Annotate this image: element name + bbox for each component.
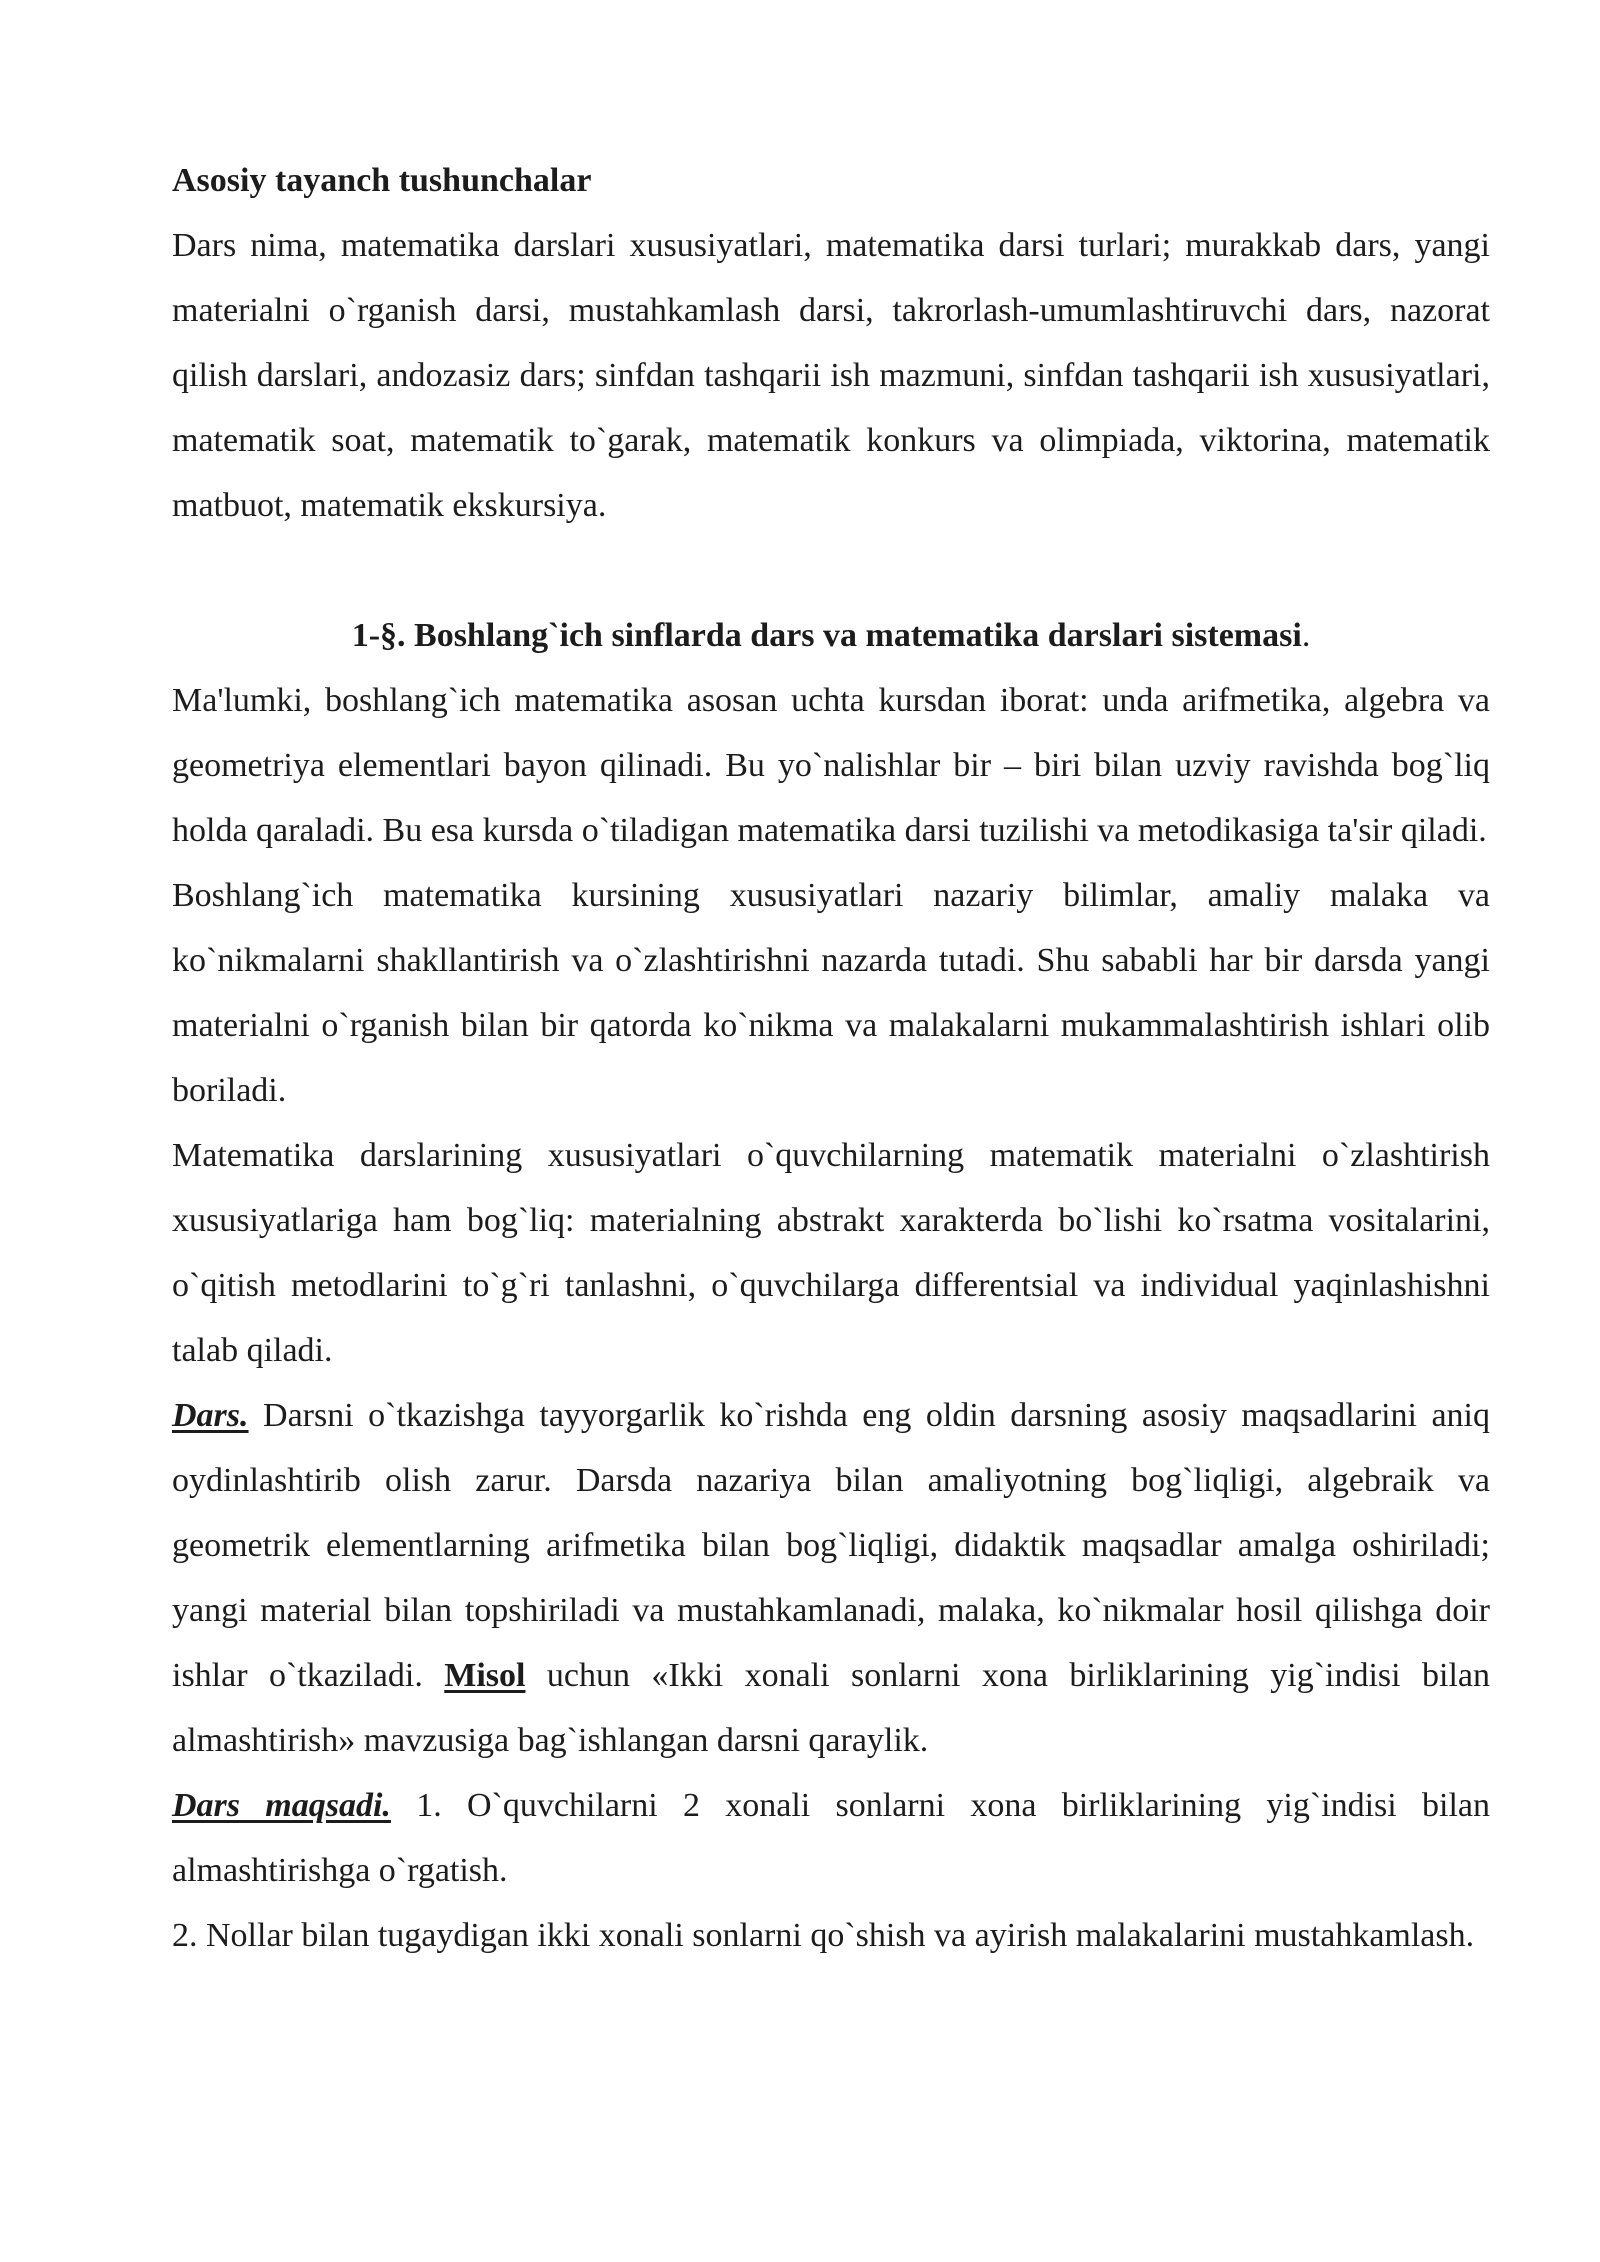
goal-item-1: 1. O`quvchilarni 2 xonali sonlarni xona birliklarining yig`indisi bilan almashtirishga o`rgatish. — [172, 1787, 1490, 1889]
goal-paragraph — [172, 1773, 1490, 1903]
body-paragraph: Boshlang`ich matematika kursining xususiyatlari nazariy bilimlar, amaliy malaka va ko`nikmalarni shakllantirish va o`zlashtirishni nazarda tutadi. Shu sababli har bir darsda yangi materialni o`rganish bilan bir qatorda ko`nikma va malakalarni mukammalashtirish ishlari olib boriladi. — [172, 877, 1490, 1109]
dars-lead: Dars. — [172, 1397, 249, 1434]
body-paragraph: Matematika darslarining xususiyatlari o`quvchilarning matematik materialni o`zlashtirish xususiyatlariga ham bog`liq: materialning abstrakt xarakterda bo`lishi ko`rsatma vositalarini, o`qitish metodlarini to`g`ri tanlashni, o`quvchilarga differentsial va individual yaqinlashishni talab qiladi. — [172, 1137, 1490, 1369]
dars-text: Darsni o`tkazishga tayyorgarlik ko`rishda eng oldin darsning asosiy maqsadlarini aniq oydinlashtirib olish zarur. Darsda nazariya bilan amaliyotning bog`liqligi, algebraik va geometrik elementlarning arifmetika bilan bog`liqligi, didaktik maqsadlar amalga oshiriladi; yangi material bilan topshiriladi va mustahkamlanadi, malaka, ko`nikmalar hosil qilishga doir ishlar o`tkaziladi. — [172, 1397, 1490, 1694]
dars-text-continued: uchun «Ikki xonali sonlarni xona birliklarining yig`indisi bilan almashtirish» mavzusiga bag`ishlangan darsni qaraylik. — [172, 1657, 1490, 1759]
dars-paragraph — [172, 1383, 1490, 1773]
document-page — [172, 148, 1490, 1968]
page-heading: Asosiy tayanch tushunchalar — [172, 162, 592, 199]
keywords-paragraph: Dars nima, matematika darslari xususiyatlari, matematika darsi turlari; murakkab dars, yangi materialni o`rganish darsi, mustahkamlash darsi, takrorlash-umumlashtiruvchi dars, nazorat qilish darslari, andozasiz dars; sinfdan tashqarii ish mazmuni, sinfdan tashqarii ish xususiyatlari, matematik soat, matematik to`garak, matematik konkurs va olimpiada, viktorina, matematik matbuot, matematik ekskursiya. — [172, 227, 1490, 524]
misol-label: Misol — [444, 1657, 526, 1694]
goal-item-2: 2. Nollar bilan tugaydigan ikki xonali sonlarni qo`shish va ayirish malakalarini mustahkamlash. — [172, 1917, 1475, 1954]
body-paragraph: Ma'lumki, boshlang`ich matematika asosan uchta kursdan iborat: unda arifmetika, algebra va geometriya elementlari bayon qilinadi. Bu yo`nalishlar bir – biri bilan uzviy ravishda bog`liq holda qaraladi. Bu esa kursda o`tiladigan matematika darsi tuzilishi va metodikasiga ta'sir qiladi. — [172, 682, 1490, 849]
goal-lead: Dars maqsadi. — [172, 1787, 391, 1824]
section-title-period: . — [1301, 617, 1311, 654]
section-title — [172, 603, 1490, 668]
section-title-text: 1-§. Boshlang`ich sinflarda dars va matematika darslari sistemasi — [351, 617, 1302, 654]
